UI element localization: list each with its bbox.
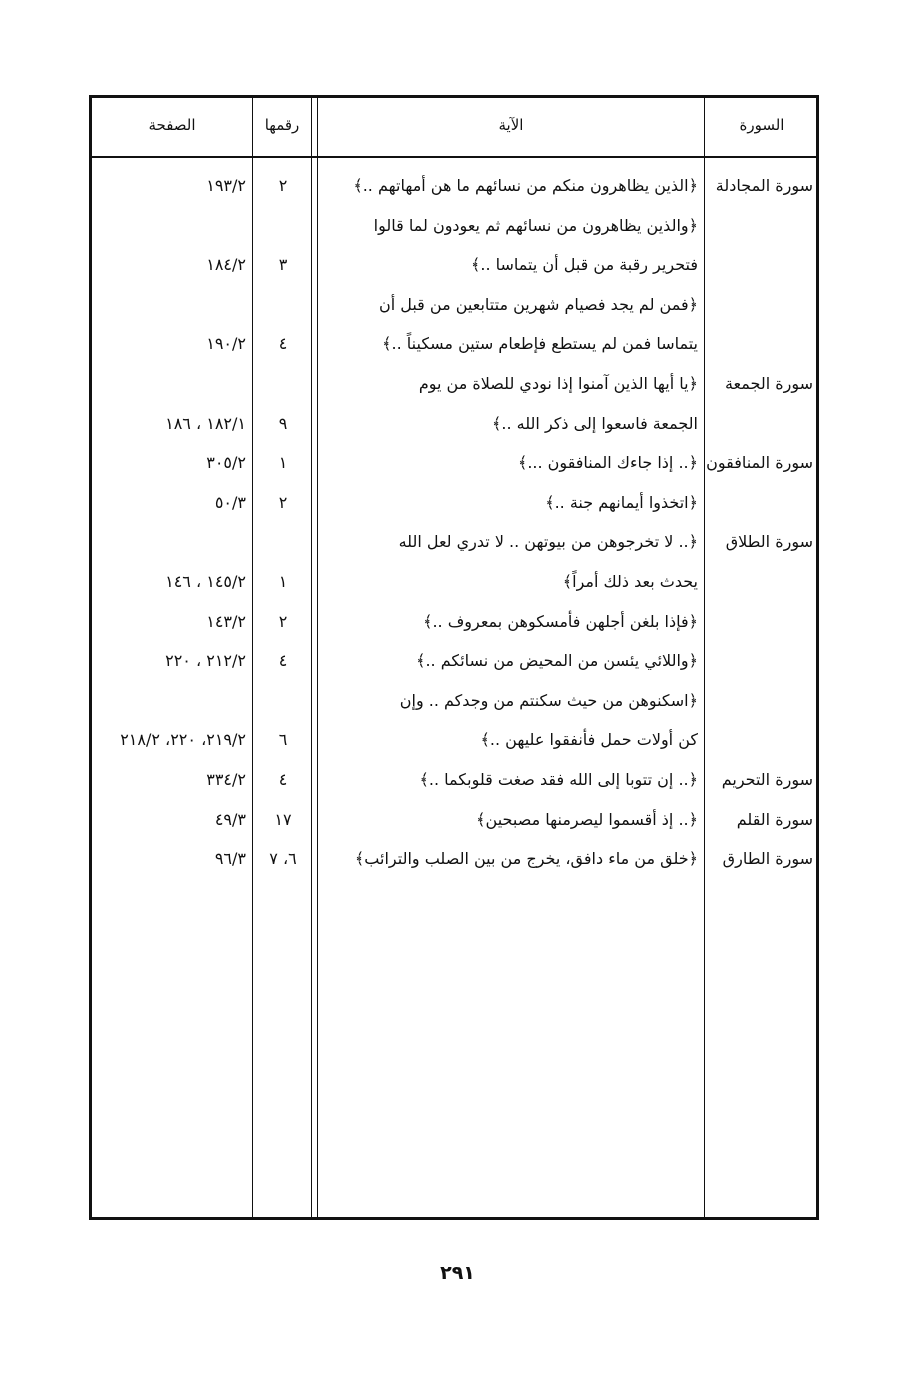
- page-ref-cell: ٣٠٥/٢: [206, 453, 246, 472]
- verse-number-cell: ٢: [278, 612, 288, 631]
- verse-cell: فتحرير رقبة من قبل أن يتماسا ..﴾: [471, 255, 698, 274]
- verse-cell: ﴿فإذا بلغن أجلهن فأمسكوهن بمعروف ..﴾: [423, 612, 698, 631]
- verse-number-cell: ٦: [278, 730, 288, 749]
- page-ref-cell: ٩٦/٣: [214, 849, 246, 868]
- verse-cell: ﴿.. لا تخرجوهن من بيوتهن .. لا تدري لعل الله: [398, 532, 698, 551]
- verse-number-cell: ٣: [278, 255, 288, 274]
- verse-number-cell: ٢: [278, 493, 288, 512]
- page-ref-cell: ١٤٥/٢ ، ١٤٦: [165, 572, 246, 591]
- verse-cell: ﴿اسكنوهن من حيث سكنتم من وجدكم .. وإن: [399, 691, 698, 710]
- verse-number-cell: ١: [278, 572, 288, 591]
- surah-cell: سورة الطارق: [722, 849, 813, 868]
- column-divider: [704, 98, 705, 1217]
- surah-cell: سورة المجادلة: [715, 176, 813, 195]
- header-divider: [92, 156, 816, 158]
- verse-number-cell: ٢: [278, 176, 288, 195]
- verse-cell: ﴿والذين يظاهرون من نسائهم ثم يعودون لما قالوا: [373, 216, 698, 235]
- verse-number-cell: ٦، ٧: [269, 849, 297, 868]
- surah-cell: سورة الجمعة: [724, 374, 813, 393]
- page-number: ٢٩١: [440, 1262, 475, 1284]
- page-ref-cell: ٤٩/٣: [214, 810, 246, 829]
- surah-cell: سورة التحريم: [721, 770, 813, 789]
- page-ref-cell: ٣٣٤/٢: [206, 770, 246, 789]
- surah-cell: سورة القلم: [736, 810, 813, 829]
- verse-number-cell: ١٧: [274, 810, 292, 829]
- verse-number-cell: ١: [278, 453, 288, 472]
- page-ref-cell: ٥٠/٣: [214, 493, 246, 512]
- page-ref-cell: ١٨٢/١ ، ١٨٦: [165, 414, 246, 433]
- page-ref-cell: ١٨٤/٢: [206, 255, 246, 274]
- verse-cell: الجمعة فاسعوا إلى ذكر الله ..﴾: [492, 414, 698, 433]
- verse-cell: ﴿.. إذا جاءك المنافقون ...﴾: [517, 453, 698, 472]
- index-table: [89, 95, 819, 1220]
- verse-cell: يحدث بعد ذلك أمراً﴾: [562, 572, 698, 591]
- page-ref-cell: ٢١٩/٢، ٢٢٠، ٢١٨/٢: [120, 730, 246, 749]
- header-verse: الآية: [498, 116, 524, 134]
- verse-cell: ﴿واللائي يئسن من المحيض من نسائكم ..﴾: [416, 651, 698, 670]
- page-ref-cell: ١٩٣/٢: [206, 176, 246, 195]
- verse-cell: ﴿.. إذ أقسموا ليصرمنها مصبحين﴾: [476, 810, 698, 829]
- verse-cell: يتماسا فمن لم يستطع فإطعام ستين مسكيناً ..﴾: [382, 334, 698, 353]
- verse-cell: ﴿.. إن تتوبا إلى الله فقد صغت قلوبكما ..﴾: [419, 770, 698, 789]
- verse-cell: ﴿يا أيها الذين آمنوا إذا نودي للصلاة من يوم: [418, 374, 698, 393]
- verse-cell: كن أولات حمل فأنفقوا عليهن ..﴾: [480, 730, 698, 749]
- surah-cell: سورة المنافقون: [706, 453, 813, 472]
- surah-cell: سورة الطلاق: [725, 532, 813, 551]
- verse-cell: ﴿فمن لم يجد فصيام شهرين متتابعين من قبل أن: [378, 295, 698, 314]
- header-page: الصفحة: [148, 116, 196, 134]
- header-surah: السورة: [739, 116, 785, 134]
- verse-number-cell: ٤: [278, 334, 288, 353]
- verse-cell: ﴿اتخذوا أيمانهم جنة ..﴾: [545, 493, 698, 512]
- page-ref-cell: ٢١٢/٢ ، ٢٢٠: [165, 651, 246, 670]
- page-ref-cell: ١٤٣/٢: [206, 612, 246, 631]
- page-ref-cell: ١٩٠/٢: [206, 334, 246, 353]
- verse-cell: ﴿خلق من ماء دافق، يخرج من بين الصلب والترائب﴾: [354, 849, 698, 868]
- verse-cell: ﴿الذين يظاهرون منكم من نسائهم ما هن أمهاتهم ..﴾: [353, 176, 698, 195]
- header-number: رقمها: [264, 116, 300, 134]
- verse-number-cell: ٩: [278, 414, 288, 433]
- verse-number-cell: ٤: [278, 770, 288, 789]
- verse-number-cell: ٤: [278, 651, 288, 670]
